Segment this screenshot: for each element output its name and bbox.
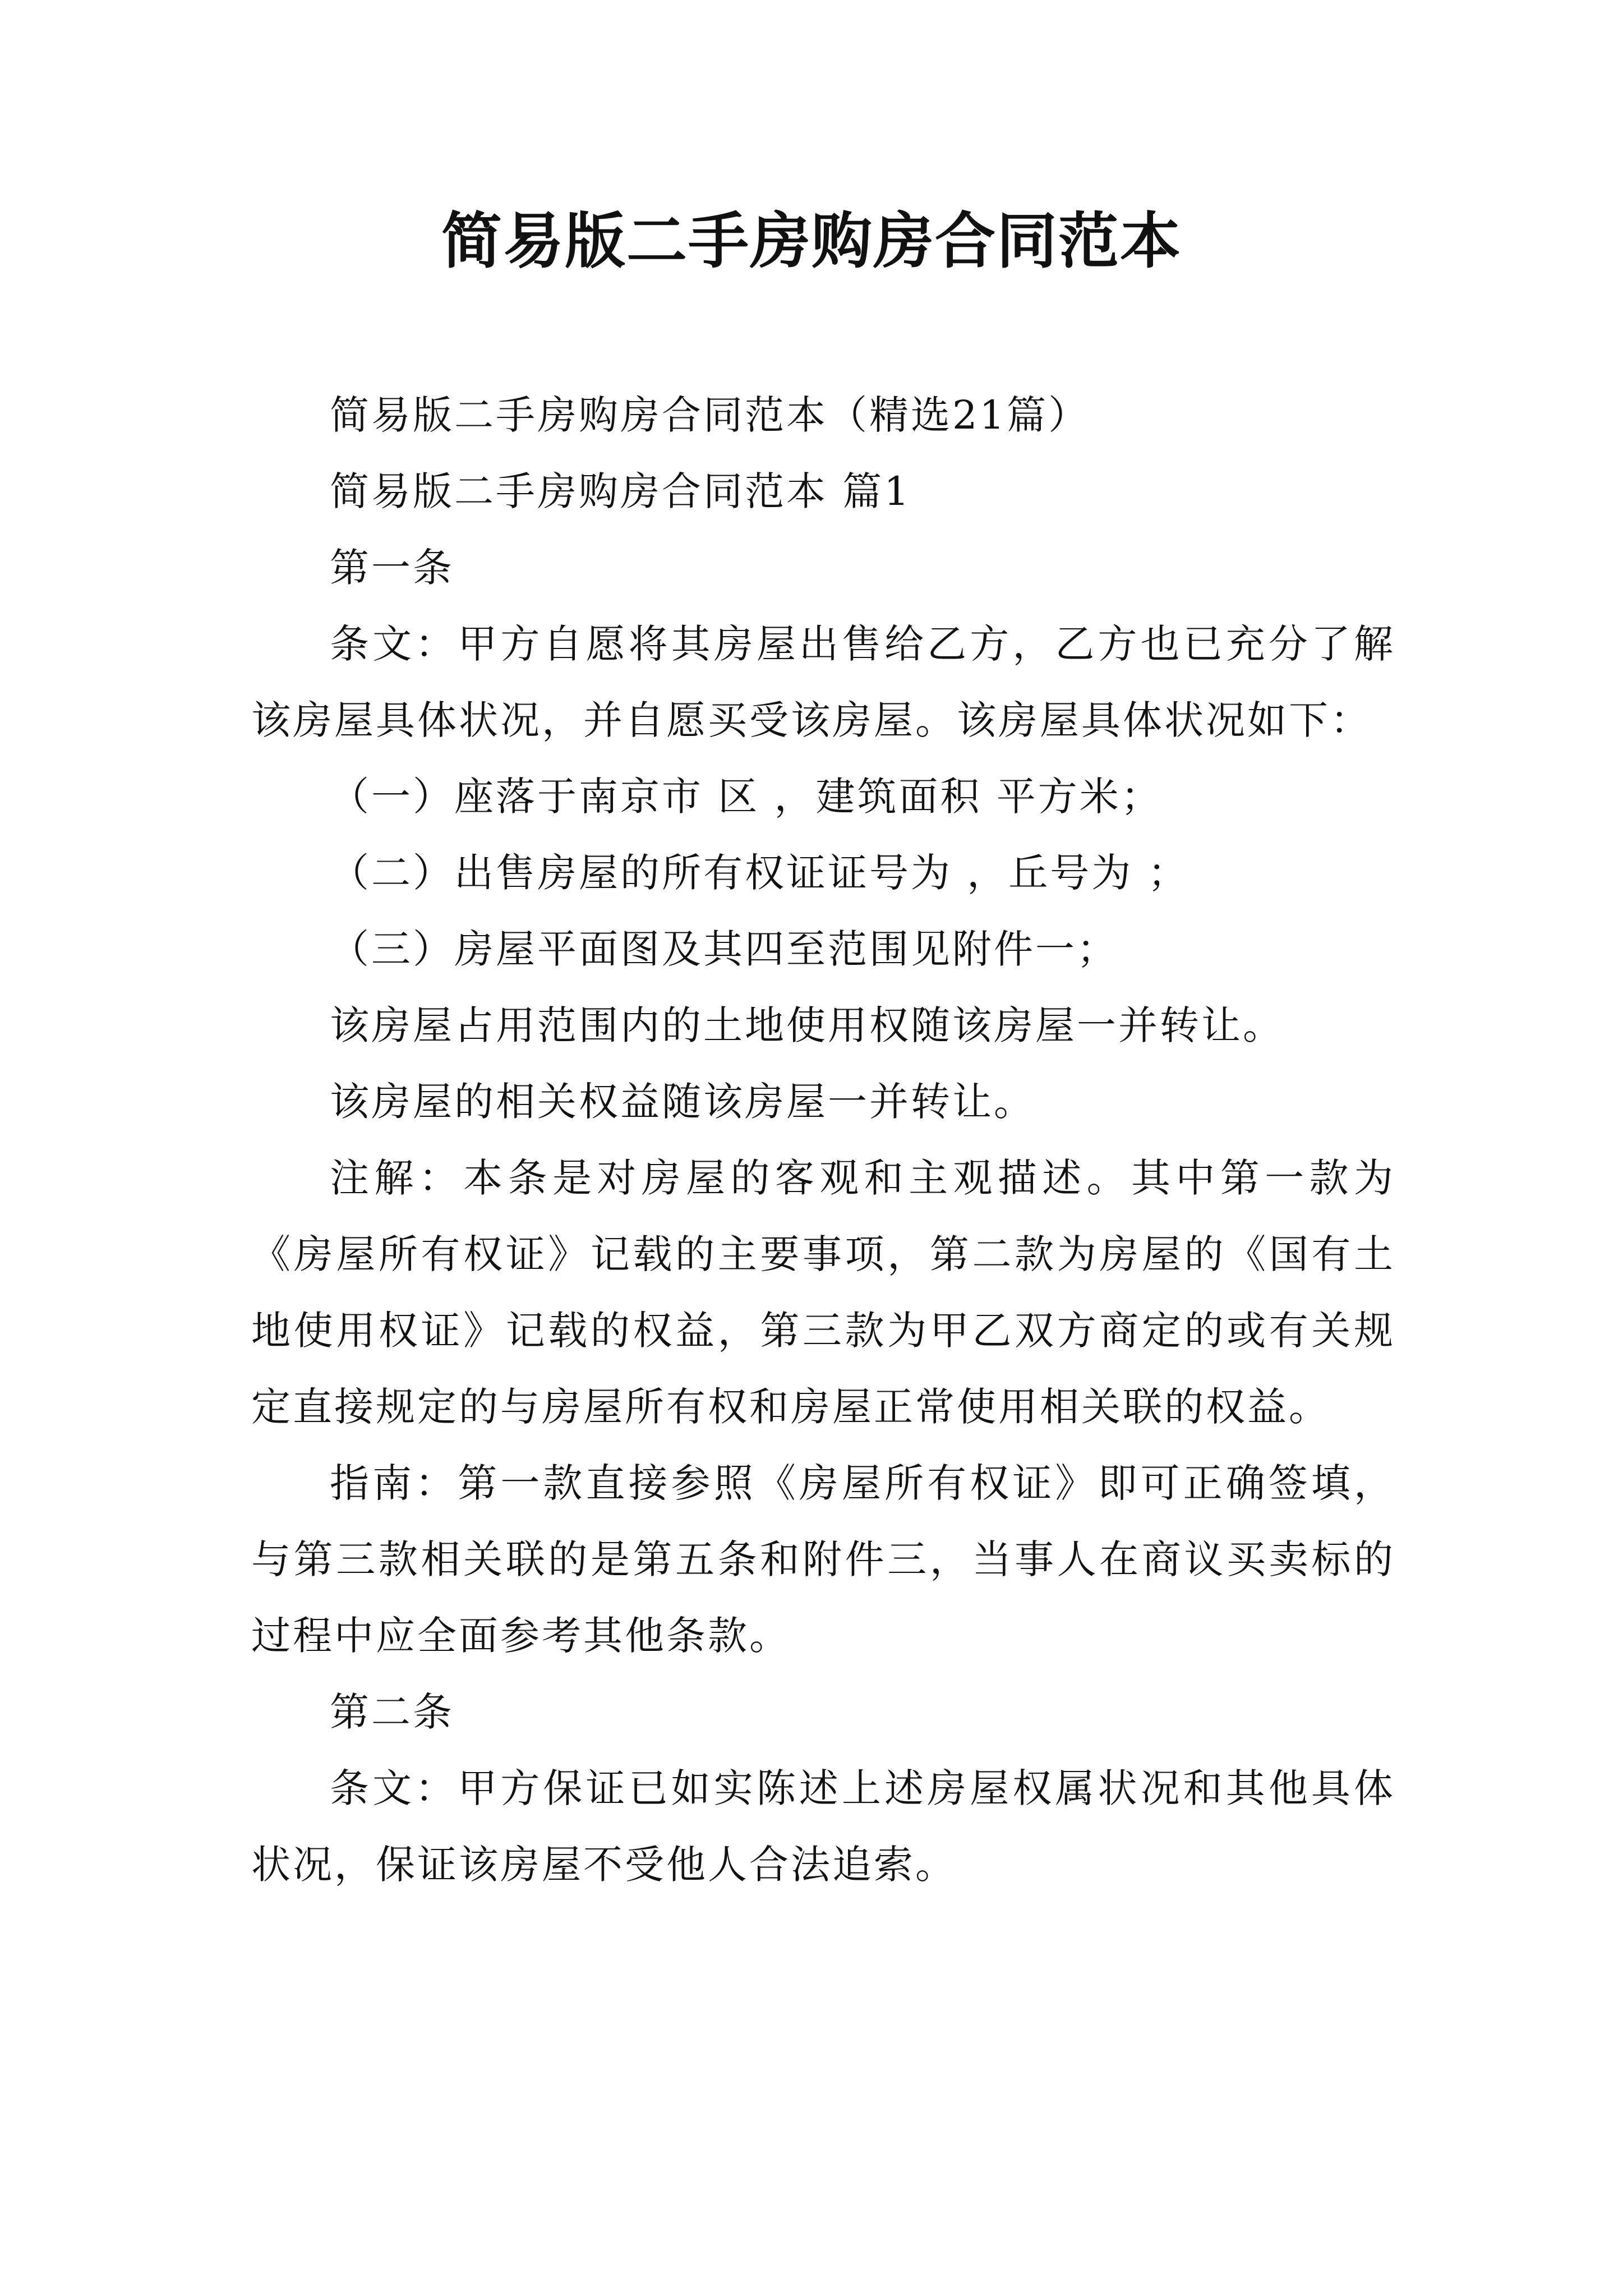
paragraph-related-rights: 该房屋的相关权益随该房屋一并转让。 <box>330 1079 1035 1125</box>
paragraph-contract-heading: 简易版二手房购房合同范本（精选21篇） <box>330 392 1090 438</box>
paragraph-clause-2-text: 条文：甲方保证已如实陈述上述房屋权属状况和其他具体状况，保证该房屋不受他人合法追索。 <box>251 1765 1395 1888</box>
paragraph-clause-2-heading: 第二条 <box>330 1689 454 1735</box>
document-body <box>251 377 1395 1903</box>
paragraph-article-title: 简易版二手房购房合同范本 篇1 <box>330 468 911 514</box>
document-title: 简易版二手房购房合同范本 <box>441 206 1182 277</box>
paragraph-annotation: 注解：本条是对房屋的客观和主观描述。其中第一款为《房屋所有权证》记载的主要事项，第二款为房屋的《国有土地使用权证》记载的权益，第三款为甲乙双方商定的或有关规定直接规定的与房屋所有权和房屋正常使用相关联的权益。 <box>251 1155 1395 1430</box>
paragraph-clause-1-heading: 第一条 <box>330 545 454 591</box>
paragraph-item-2: （二）出售房屋的所有权证证号为 ，丘号为 ； <box>330 850 1189 896</box>
paragraph-land-rights: 该房屋占用范围内的土地使用权随该房屋一并转让。 <box>330 1002 1284 1048</box>
paragraph-item-1: （一）座落于南京市 区 ，建筑面积 平方米； <box>330 774 1163 820</box>
paragraph-guide: 指南：第一款直接参照《房屋所有权证》即可正确签填，与第三款相关联的是第五条和附件三，当事人在商议买卖标的过程中应全面参考其他条款。 <box>251 1460 1395 1659</box>
paragraph-item-3: （三）房屋平面图及其四至范围见附件一； <box>330 926 1118 972</box>
paragraph-clause-1-text: 条文：甲方自愿将其房屋出售给乙方，乙方也已充分了解该房屋具体状况，并自愿买受该房屋。该房屋具体状况如下： <box>251 621 1395 743</box>
